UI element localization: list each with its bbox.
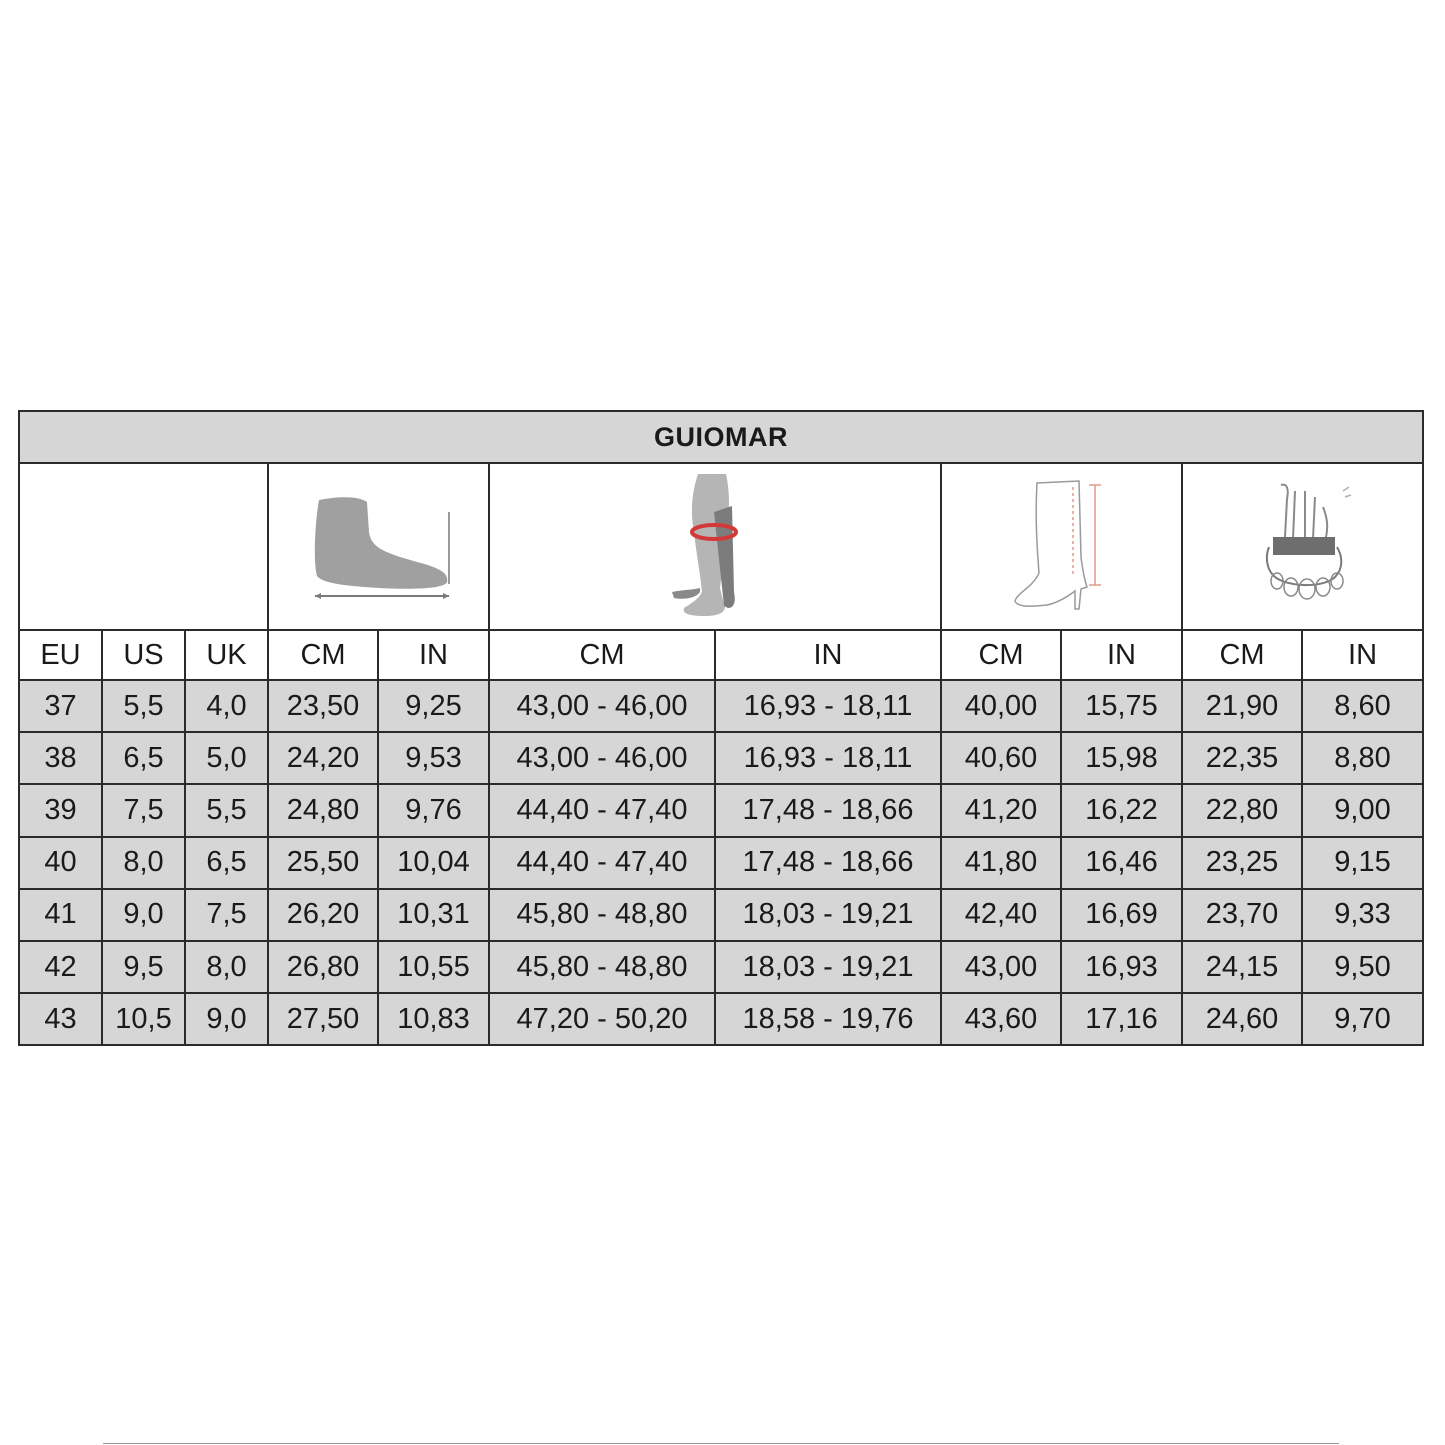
table-cell: 9,50 bbox=[1302, 941, 1423, 993]
table-cell: 45,80 - 48,80 bbox=[489, 889, 715, 941]
table-cell: 47,20 - 50,20 bbox=[489, 993, 715, 1045]
table-cell: 10,83 bbox=[378, 993, 489, 1045]
unit-header: IN bbox=[715, 630, 941, 680]
table-cell: 27,50 bbox=[268, 993, 378, 1045]
calf-circumference-icon bbox=[670, 472, 760, 622]
table-row bbox=[19, 732, 1423, 784]
table-cell: 16,46 bbox=[1061, 837, 1182, 889]
table-cell: 10,55 bbox=[378, 941, 489, 993]
table-cell: 16,22 bbox=[1061, 784, 1182, 836]
table-cell: 22,35 bbox=[1182, 732, 1302, 784]
table-cell: 24,15 bbox=[1182, 941, 1302, 993]
foot-length-icon bbox=[299, 492, 459, 602]
table-cell: 42 bbox=[19, 941, 102, 993]
table-cell: 8,0 bbox=[102, 837, 185, 889]
table-row bbox=[19, 784, 1423, 836]
table-cell: 44,40 - 47,40 bbox=[489, 837, 715, 889]
table-cell: 41,20 bbox=[941, 784, 1061, 836]
table-cell: 45,80 - 48,80 bbox=[489, 941, 715, 993]
blank-icon-cell bbox=[19, 463, 268, 630]
calf-circumference-cell bbox=[489, 463, 941, 630]
table-cell: 5,0 bbox=[185, 732, 268, 784]
unit-header: CM bbox=[941, 630, 1061, 680]
unit-header: US bbox=[102, 630, 185, 680]
table-cell: 9,0 bbox=[185, 993, 268, 1045]
table-cell: 23,70 bbox=[1182, 889, 1302, 941]
unit-header: IN bbox=[1302, 630, 1423, 680]
table-cell: 41 bbox=[19, 889, 102, 941]
table-cell: 8,80 bbox=[1302, 732, 1423, 784]
unit-header: IN bbox=[1061, 630, 1182, 680]
table-cell: 40 bbox=[19, 837, 102, 889]
boot-shaft-height-icon bbox=[1007, 477, 1117, 617]
table-row bbox=[19, 941, 1423, 993]
table-cell: 16,93 bbox=[1061, 941, 1182, 993]
table-cell: 9,25 bbox=[378, 680, 489, 732]
table-cell: 16,93 - 18,11 bbox=[715, 680, 941, 732]
table-cell: 15,98 bbox=[1061, 732, 1182, 784]
table-cell: 9,76 bbox=[378, 784, 489, 836]
table-cell: 37 bbox=[19, 680, 102, 732]
table-cell: 23,25 bbox=[1182, 837, 1302, 889]
table-cell: 17,48 - 18,66 bbox=[715, 784, 941, 836]
unit-header: UK bbox=[185, 630, 268, 680]
table-cell: 43,00 bbox=[941, 941, 1061, 993]
table-cell: 26,20 bbox=[268, 889, 378, 941]
table-cell: 10,04 bbox=[378, 837, 489, 889]
table-cell: 24,20 bbox=[268, 732, 378, 784]
table-cell: 24,80 bbox=[268, 784, 378, 836]
table-cell: 39 bbox=[19, 784, 102, 836]
table-cell: 41,80 bbox=[941, 837, 1061, 889]
table-cell: 5,5 bbox=[102, 680, 185, 732]
table-cell: 9,00 bbox=[1302, 784, 1423, 836]
table-cell: 18,03 - 19,21 bbox=[715, 889, 941, 941]
table-cell: 18,03 - 19,21 bbox=[715, 941, 941, 993]
table-cell: 5,5 bbox=[185, 784, 268, 836]
table-cell: 9,0 bbox=[102, 889, 185, 941]
table-cell: 8,60 bbox=[1302, 680, 1423, 732]
table-cell: 38 bbox=[19, 732, 102, 784]
table-cell: 44,40 - 47,40 bbox=[489, 784, 715, 836]
table-row bbox=[19, 680, 1423, 732]
table-cell: 22,80 bbox=[1182, 784, 1302, 836]
table-cell: 40,60 bbox=[941, 732, 1061, 784]
unit-header-row bbox=[19, 630, 1423, 680]
table-cell: 10,5 bbox=[102, 993, 185, 1045]
table-cell: 9,5 bbox=[102, 941, 185, 993]
boot-shaft-height-cell bbox=[941, 463, 1182, 630]
table-cell: 24,60 bbox=[1182, 993, 1302, 1045]
bottom-divider bbox=[103, 1443, 1339, 1444]
table-cell: 6,5 bbox=[185, 837, 268, 889]
table-cell: 23,50 bbox=[268, 680, 378, 732]
table-cell: 9,15 bbox=[1302, 837, 1423, 889]
table-cell: 15,75 bbox=[1061, 680, 1182, 732]
table-cell: 26,80 bbox=[268, 941, 378, 993]
table-cell: 17,48 - 18,66 bbox=[715, 837, 941, 889]
table-cell: 7,5 bbox=[185, 889, 268, 941]
size-chart-table bbox=[18, 410, 1424, 1046]
table-row bbox=[19, 837, 1423, 889]
table-cell: 10,31 bbox=[378, 889, 489, 941]
table-row bbox=[19, 993, 1423, 1045]
chart-title: GUIOMAR bbox=[19, 411, 1423, 463]
unit-header: EU bbox=[19, 630, 102, 680]
table-cell: 40,00 bbox=[941, 680, 1061, 732]
unit-header: IN bbox=[378, 630, 489, 680]
foot-width-cell bbox=[1182, 463, 1423, 630]
table-row bbox=[19, 889, 1423, 941]
unit-header: CM bbox=[268, 630, 378, 680]
unit-header: CM bbox=[1182, 630, 1302, 680]
table-cell: 6,5 bbox=[102, 732, 185, 784]
table-cell: 9,53 bbox=[378, 732, 489, 784]
table-cell: 25,50 bbox=[268, 837, 378, 889]
table-cell: 21,90 bbox=[1182, 680, 1302, 732]
table-cell: 9,33 bbox=[1302, 889, 1423, 941]
foot-width-icon bbox=[1243, 477, 1363, 617]
table-cell: 17,16 bbox=[1061, 993, 1182, 1045]
table-cell: 43,60 bbox=[941, 993, 1061, 1045]
foot-length-cell bbox=[268, 463, 489, 630]
table-cell: 16,93 - 18,11 bbox=[715, 732, 941, 784]
table-cell: 42,40 bbox=[941, 889, 1061, 941]
table-cell: 8,0 bbox=[185, 941, 268, 993]
table-cell: 18,58 - 19,76 bbox=[715, 993, 941, 1045]
table-cell: 43,00 - 46,00 bbox=[489, 680, 715, 732]
table-cell: 43,00 - 46,00 bbox=[489, 732, 715, 784]
table-cell: 7,5 bbox=[102, 784, 185, 836]
table-cell: 4,0 bbox=[185, 680, 268, 732]
table-cell: 9,70 bbox=[1302, 993, 1423, 1045]
unit-header: CM bbox=[489, 630, 715, 680]
table-cell: 16,69 bbox=[1061, 889, 1182, 941]
table-cell: 43 bbox=[19, 993, 102, 1045]
